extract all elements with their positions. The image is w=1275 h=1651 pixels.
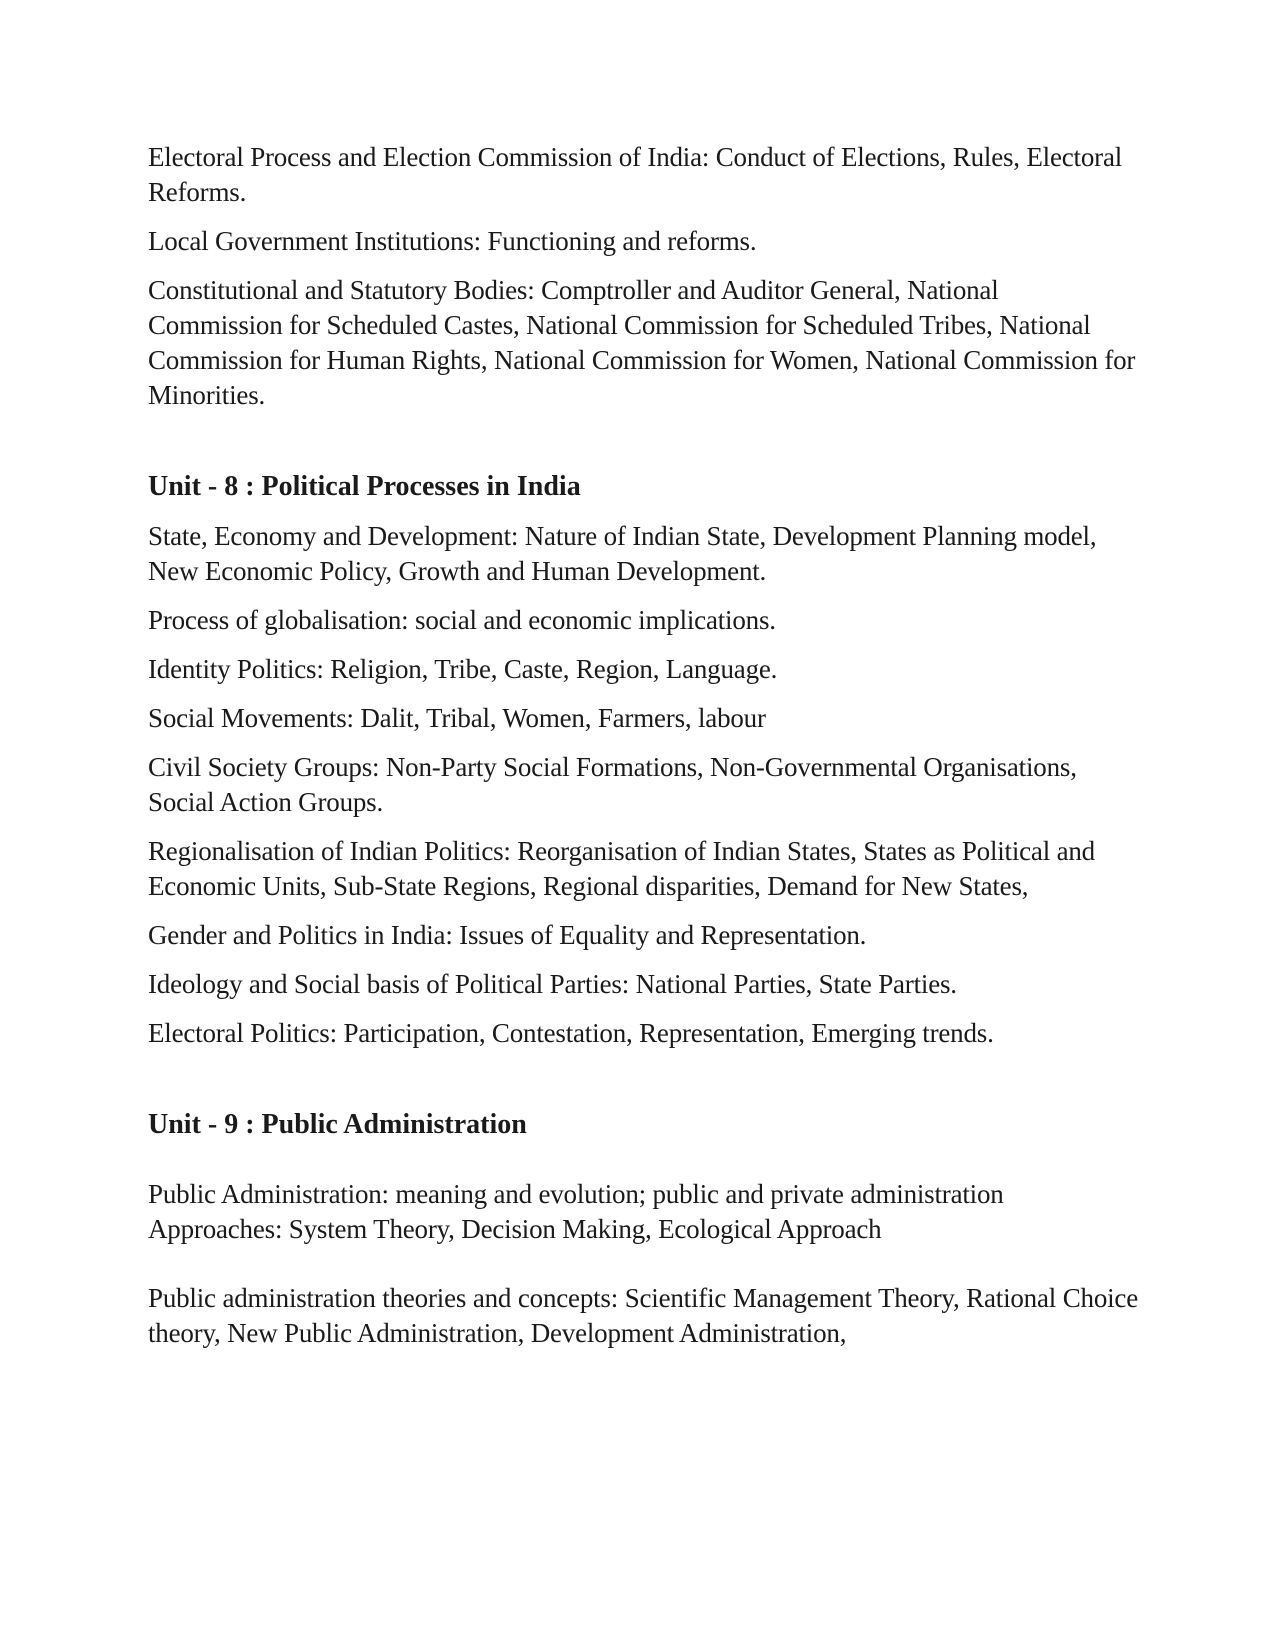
paragraph-local-government: Local Government Institutions: Functioning and reforms. xyxy=(148,226,757,256)
paragraph-regionalisation: Regionalisation of Indian Politics: Reorganisation of Indian States, States as Political and Economic Units, Sub-State Regions, Regional disparities, Demand for New States, xyxy=(148,836,1095,901)
paragraph-civil-society: Civil Society Groups: Non-Party Social Formations, Non-Governmental Organisations, Social Action Groups. xyxy=(148,752,1077,817)
paragraph-social-movements: Social Movements: Dalit, Tribal, Women, Farmers, labour xyxy=(148,703,766,733)
paragraph-state-economy: State, Economy and Development: Nature of Indian State, Development Planning model, New Economic Policy, Growth and Human Development. xyxy=(148,521,1097,586)
paragraph-electoral-politics: Electoral Politics: Participation, Contestation, Representation, Emerging trends. xyxy=(148,1018,994,1048)
paragraph-gender-politics: Gender and Politics in India: Issues of Equality and Representation. xyxy=(148,920,867,950)
unit-8-heading: Unit - 8 : Political Processes in India xyxy=(148,471,581,502)
unit-9-heading: Unit - 9 : Public Administration xyxy=(148,1109,527,1140)
paragraph-identity-politics: Identity Politics: Religion, Tribe, Caste, Region, Language. xyxy=(148,654,778,684)
paragraph-ideology-parties: Ideology and Social basis of Political Parties: National Parties, State Parties. xyxy=(148,969,957,999)
paragraph-globalisation: Process of globalisation: social and economic implications. xyxy=(148,605,776,635)
paragraph-constitutional-bodies: Constitutional and Statutory Bodies: Comptroller and Auditor General, National Commission for Scheduled Castes, National Commission for Scheduled Tribes, National Commission for Human Rights, National Commission for Women, National Commission for Minorities. xyxy=(148,275,1136,410)
document-page xyxy=(148,140,1138,1365)
paragraph-public-administration: Public Administration: meaning and evolution; public and private administration Approaches: System Theory, Decision Making, Ecological Approach xyxy=(148,1179,1004,1244)
paragraph-electoral-process: Electoral Process and Election Commission of India: Conduct of Elections, Rules, Electoral Reforms. xyxy=(148,142,1123,207)
paragraph-administration-theories: Public administration theories and concepts: Scientific Management Theory, Rational Choice theory, New Public Administration, Development Administration, xyxy=(148,1283,1138,1348)
